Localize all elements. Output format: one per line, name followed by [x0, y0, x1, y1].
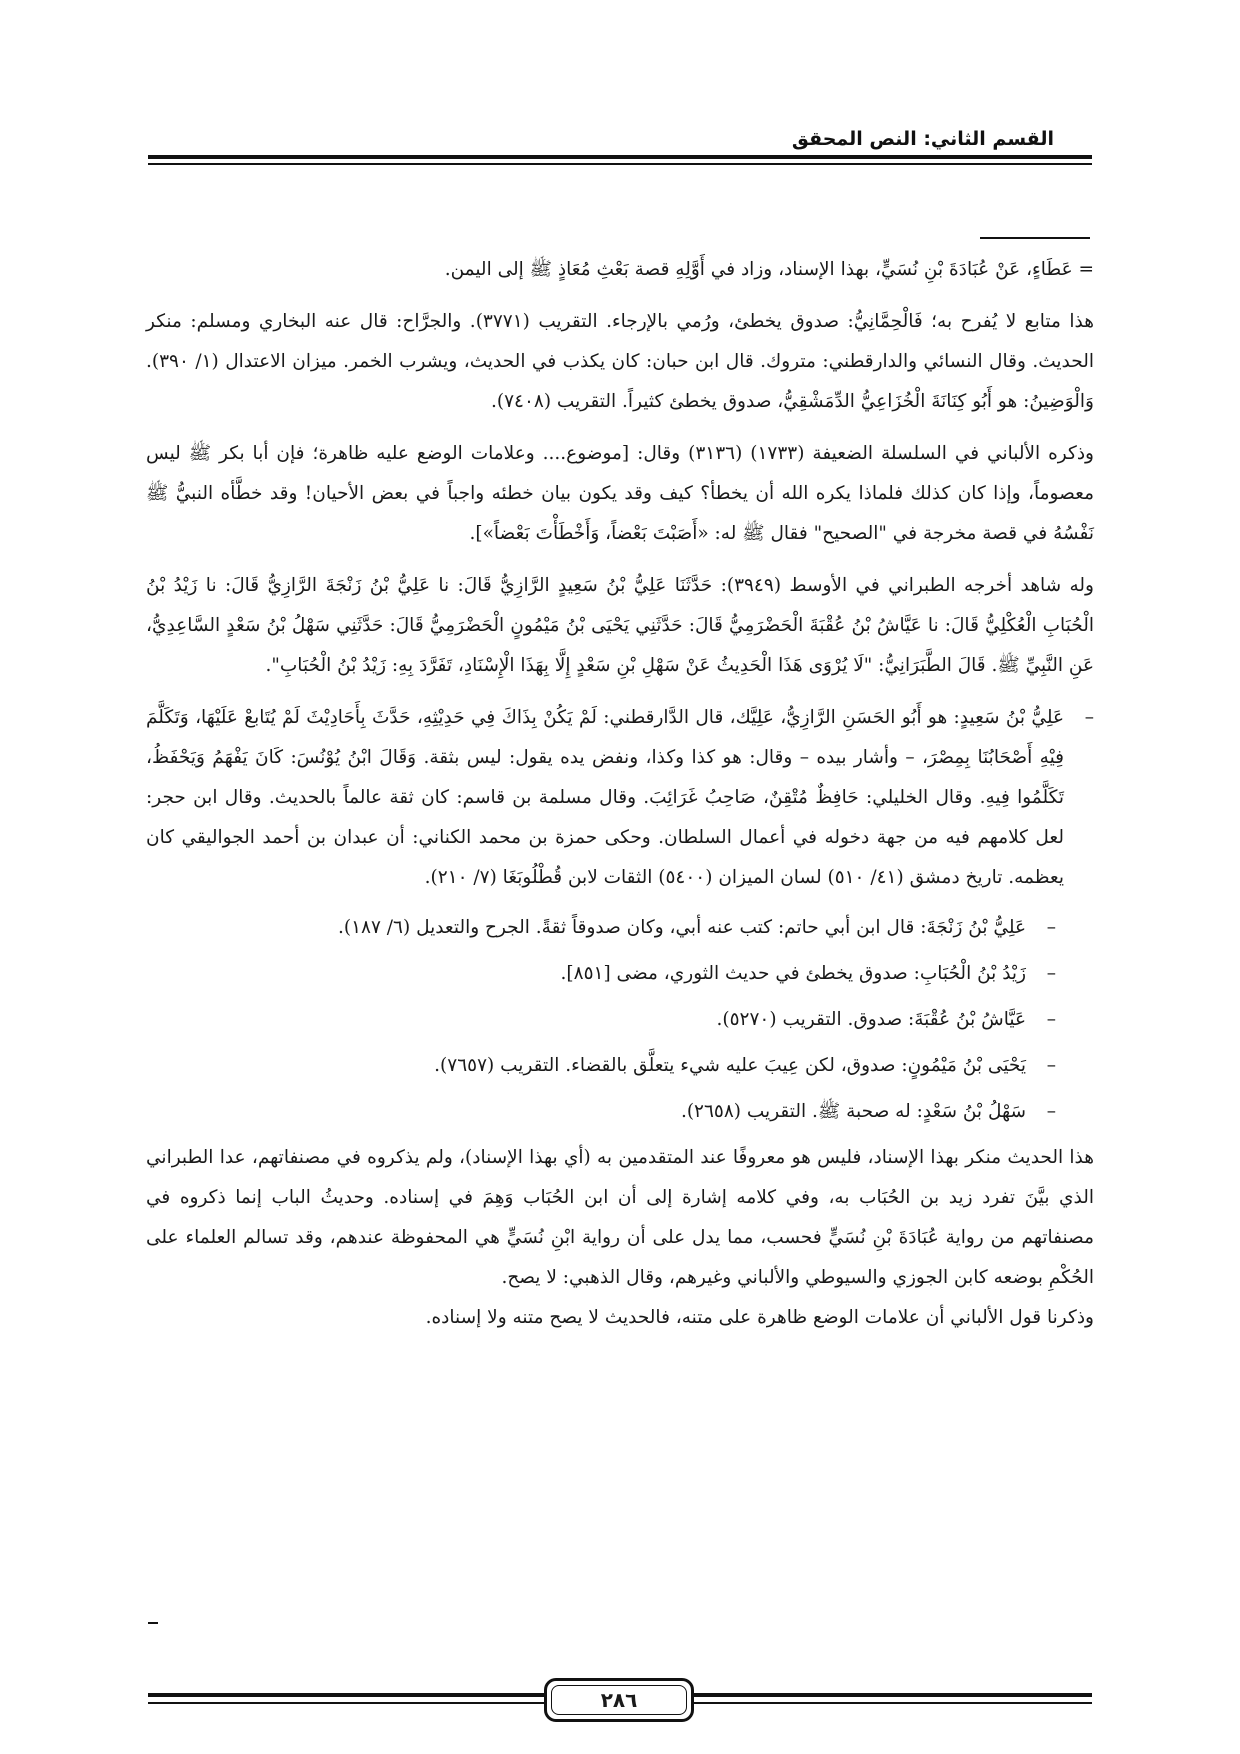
dash-marker: – — [1046, 1009, 1056, 1030]
paragraph-final: وذكرنا قول الألباني أن علامات الوضع ظاهرة على متنه، فالحديث لا يصح متنه ولا إسناده. — [425, 1307, 1094, 1328]
footnote-body — [146, 250, 1094, 1350]
narrator-list — [146, 908, 1094, 1132]
dash-marker: – — [1046, 1055, 1056, 1076]
section-title: القسم الثاني: النص المحقق — [791, 128, 1054, 150]
narrator-text: زَيْدُ بْنُ الْحُبَابِ: صدوق يخطئ في حديث الثوري، مضى [٨٥١]. — [560, 963, 1026, 984]
narrator-item — [146, 954, 1056, 994]
dash-marker: – — [1046, 1101, 1056, 1122]
page-number: ٢٨٦ — [551, 1685, 687, 1715]
narrator-text: عَلِيُّ بْنُ زَنْجَةَ: قال ابن أبي حاتم: كتب عنه أبي، وكان صدوقاً ثقةً. الجرح والتعديل (٦/ ١٨٧). — [337, 917, 1026, 938]
footnote-separator — [980, 237, 1090, 239]
narrator-item — [146, 698, 1094, 898]
dash-marker: – — [1046, 917, 1056, 938]
narrator-text: عَلِيُّ بْنُ سَعِيدٍ: هو أَبُو الحَسَنِ الرَّازِيُّ، عَلِيَّك، قال الدَّارقطني: لَمْ يَكُنْ بِذَاكَ فِي حَدِيْثِهِ، حَدَّثَ بِأَحَادِيْثَ لَمْ يُتَابعْ عَلَيْهَا، وَتَكَلَّمَ فِيْهِ أَصْحَابُنَا بِمِصْرَ، – وأشار بيده – وقال: هو كذا وكذا، ونفض يده يقول: ليس بثقة. وَقَالَ ابْنُ يُوْنُسَ: كَانَ يَفْهَمُ وَيَحْفَظُ، تَكَلَّمُوا فِيهِ. وقال الخليلي: حَافِظٌ مُتْقِنٌ، صَاحِبُ غَرَائِبَ. وقال مسلمة بن قاسم: كان ثقة عالماً بالحديث. وقال ابن حجر: لعل كلامهم فيه من جهة دخوله في أعمال السلطان. وحكى حمزة بن محمد الكناني: أن عبدان بن أحمد الجواليقي كان يعظمه. تاريخ دمشق (٤١/ ٥١٠) لسان الميزان (٥٤٠٠) الثقات لابن قُطْلُوبَغَا (٧/ ٢١٠). — [146, 707, 1064, 888]
narrator-text: عَيَّاشُ بْنُ عُقْبَةَ: صدوق. التقريب (٥٢٧٠). — [716, 1009, 1026, 1030]
header-rule-thin — [148, 163, 1092, 165]
narrator-text: سَهْلُ بْنُ سَعْدٍ: له صحبة ﷺ. التقريب (٢٦٥٨). — [680, 1101, 1026, 1122]
narrator-item — [146, 1046, 1056, 1086]
continuation-mark — [148, 1622, 158, 1624]
dash-marker: – — [1084, 707, 1094, 728]
paragraph-albani: وذكره الألباني في السلسلة الضعيفة (١٧٣٣) (٣١٣٦) وقال: [موضوع.... وعلامات الوضع عليه ظاهرة؛ فإن أبا بكر ﷺ ليس معصوماً، وإذا كان كذلك فلماذا يكره الله أن يخطأ؟ كيف وقد يكون بيان خطئه واجباً في بعض الأحيان! وقد خطَّأه النبيُّ ﷺ نَفْسُهُ في قصة مخرجة في "الصحيح" فقال ﷺ له: «أَصَبْتَ بَعْضاً، وَأَخْطَأْتَ بَعْضاً»]. — [146, 443, 1094, 544]
narrator-text: يَحْيَى بْنُ مَيْمُونٍ: صدوق، لكن عِيبَ عليه شيء يتعلَّق بالقضاء. التقريب (٧٦٥٧). — [434, 1055, 1026, 1076]
paragraph-rijal: هذا متابع لا يُفرح به؛ فَالْحِمَّانِيُّ: صدوق يخطئ، ورُمي بالإرجاء. التقريب (٣٧٧١). والجرَّاح: قال عنه البخاري ومسلم: منكر الحديث. وقال النسائي والدارقطني: متروك. قال ابن حبان: كان يكذب في الحديث، ويشرب الخمر. ميزان الاعتدال (١/ ٣٩٠). وَالْوَضِينُ: هو أَبُو كِنَانَةَ الْخُزَاعِيُّ الدِّمَشْقِيُّ، صدوق يخطئ كثيراً. التقريب (٧٤٠٨). — [146, 311, 1094, 412]
footnote-continuation: = عَطَاءٍ، عَنْ عُبَادَةَ بْنِ نُسَيٍّ، بهذا الإسناد، وزاد في أَوَّلِهِ قصة بَعْثِ مُعَاذٍ ﷺ إلى اليمن. — [444, 259, 1094, 280]
dash-marker: – — [1046, 963, 1056, 984]
header-rule-thick — [148, 155, 1092, 159]
narrator-item — [146, 1092, 1056, 1132]
narrator-item — [146, 908, 1056, 948]
page-number-frame — [544, 1678, 694, 1722]
paragraph-conclusion: هذا الحديث منكر بهذا الإسناد، فليس هو معروفًا عند المتقدمين به (أي بهذا الإسناد)، ولم يذكروه في مصنفاتهم، عدا الطبراني الذي بيَّنَ تفرد زيد بن الحُبَاب به، وفي كلامه إشارة إلى أن ابن الحُبَاب وَهِمَ في إسناده. وحديثُ الباب إنما ذكروه في مصنفاتهم من رواية عُبَادَةَ بْنِ نُسَيٍّ فحسب، مما يدل على أن رواية ابْنِ نُسَيٍّ هي المحفوظة عندهم، وقد تسالم العلماء على الحُكْمِ بوضعه كابن الجوزي والسيوطي والألباني وغيرهم، وقال الذهبي: لا يصح. — [146, 1147, 1094, 1288]
paragraph-shahid: وله شاهد أخرجه الطبراني في الأوسط (٣٩٤٩): حَدَّثَنَا عَلِيُّ بْنُ سَعِيدٍ الرَّازِيُّ قَالَ: نا عَلِيُّ بْنُ زَنْجَةَ الرَّازِيُّ قَالَ: نا زَيْدُ بْنُ الْحُبَابِ الْعُكْلِيُّ قَالَ: نا عَيَّاشُ بْنُ عُقْبَةَ الْحَضْرَمِيُّ قَالَ: حَدَّثَنِي يَحْيَى بْنُ مَيْمُونٍ الْحَضْرَمِيُّ قَالَ: حَدَّثَنِي سَهْلُ بْنُ سَعْدٍ السَّاعِدِيُّ، عَنِ النَّبِيِّ ﷺ. قَالَ الطَّبَرَانِيُّ: "لَا يُرْوَى هَذَا الْحَدِيثُ عَنْ سَهْلِ بْنِ سَعْدٍ إِلَّا بِهَذَا الْإِسْنَادِ، تَفَرَّدَ بِهِ: زَيْدُ بْنُ الْحُبَابِ". — [146, 575, 1094, 676]
narrator-item — [146, 1000, 1056, 1040]
